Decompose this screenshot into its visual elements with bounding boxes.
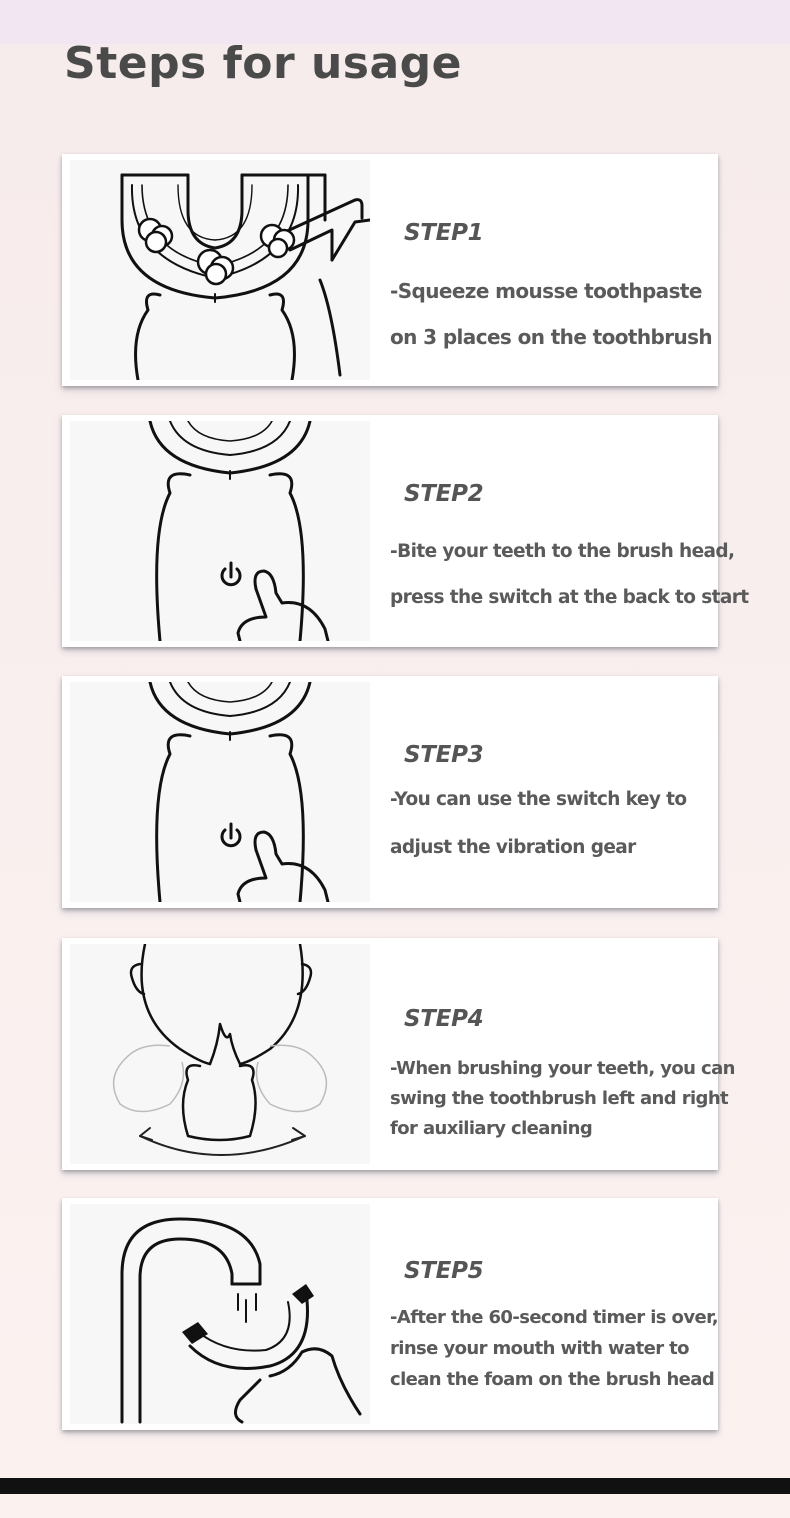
step1-label: STEP1 xyxy=(404,220,484,246)
step-card-1 xyxy=(62,154,718,386)
step4-text xyxy=(388,938,735,1170)
step5-text xyxy=(388,1198,716,1430)
step-card-3 xyxy=(62,676,718,908)
step2-label: STEP2 xyxy=(404,481,484,507)
step-card-2 xyxy=(62,415,749,647)
step1-line-2: on 3 places on the toothbrush xyxy=(390,325,713,349)
switch-key-illustration xyxy=(70,682,370,902)
step2-line-1: -Bite your teeth to the brush head, xyxy=(390,541,735,562)
step4-line-2: swing the toothbrush left and right xyxy=(390,1088,729,1109)
step2-text xyxy=(388,415,749,647)
step1-text xyxy=(388,154,716,386)
step1-description xyxy=(390,268,720,360)
step4-label: STEP4 xyxy=(404,1006,484,1032)
bite-press-switch-illustration xyxy=(70,421,370,641)
page-title: Steps for usage xyxy=(64,38,462,89)
step1-illustration xyxy=(70,160,370,380)
step4-line-1: -When brushing your teeth, you can xyxy=(390,1058,735,1079)
step2-illustration xyxy=(70,421,370,641)
step5-description xyxy=(390,1302,720,1395)
step1-line-1: -Squeeze mousse toothpaste xyxy=(390,279,702,303)
step5-label: STEP5 xyxy=(404,1258,484,1284)
step2-description xyxy=(390,529,749,621)
step-card-5 xyxy=(62,1198,718,1430)
step5-illustration xyxy=(70,1204,370,1424)
step-card-4 xyxy=(62,938,735,1170)
step5-line-2: rinse your mouth with water to xyxy=(390,1338,689,1359)
step3-description xyxy=(390,776,720,872)
step5-line-1: -After the 60-second timer is over, xyxy=(390,1307,718,1328)
step3-label: STEP3 xyxy=(404,742,484,768)
toothbrush-toothpaste-illustration xyxy=(70,160,370,380)
step4-line-3: for auxiliary cleaning xyxy=(390,1118,593,1139)
step5-line-3: clean the foam on the brush head xyxy=(390,1369,715,1390)
step3-line-1: -You can use the switch key to xyxy=(390,789,687,810)
step3-line-2: adjust the vibration gear xyxy=(390,837,636,858)
step3-illustration xyxy=(70,682,370,902)
step2-line-2: press the switch at the back to start xyxy=(390,587,749,608)
bottom-bar xyxy=(0,1478,790,1494)
step4-description xyxy=(390,1054,735,1144)
step3-text xyxy=(388,676,716,908)
step4-illustration xyxy=(70,944,370,1164)
rinse-brush-illustration xyxy=(70,1204,370,1424)
swing-brush-illustration xyxy=(70,944,370,1164)
